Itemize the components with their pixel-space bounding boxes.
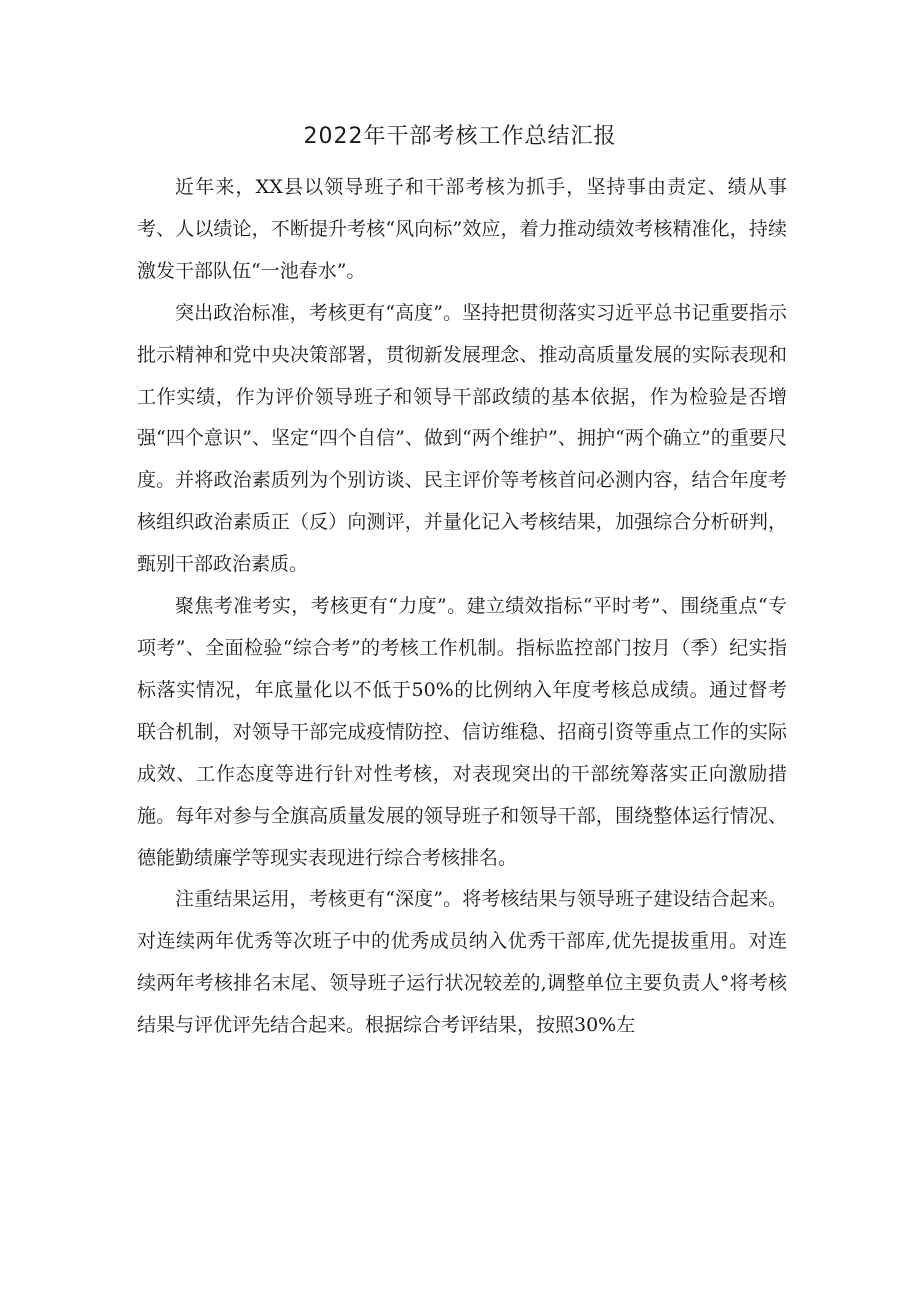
paragraph-assessment-strength: 聚焦考准考实，考核更有“力度”。建立绩效指标“平时考”、围绕重点“专项考”、全面检验“综合考”的考核工作机制。指标监控部门按月（季）纪实指标落实情况，年底量化以不低于50%的比例纳入年度考核总成绩。通过督考联合机制，对领导干部完成疫情防控、信访维稳、招商引资等重点工作的实际成效、工作态度等进行针对性考核，对表现突出的干部统筹落实正向激励措施。每年对参与全旗高质量发展的领导班子和领导干部，围绕整体运行情况、德能勤绩廉学等现实表现进行综合考核排名。	[137, 595, 787, 869]
paragraph-result-application: 注重结果运用，考核更有“深度”。将考核结果与领导班子建设结合起来。对连续两年优秀等次班子中的优秀成员纳入优秀干部库,优先提拔重用。对连续两年考核排名末尾、领导班子运行状况较差的,调整单位主要负责人°将考核结果与评优评先结合起来。根据综合考评结果，按照30%左	[137, 888, 787, 1037]
document-body	[137, 167, 787, 1047]
paragraph-political-standard: 突出政治标准，考核更有“高度”。坚持把贯彻落实习近平总书记重要指示批示精神和党中央决策部署，贯彻新发展理念、推动高质量发展的实际表现和工作实绩，作为评价领导班子和领导干部政绩的基本依据，作为检验是否增强“四个意识”、坚定“四个自信”、做到“两个维护”、拥护“两个确立”的重要尺度。并将政治素质列为个别访谈、民主评价等考核首问必测内容，结合年度考核组织政治素质正（反）向测评，并量化记入考核结果，加强综合分析研判，甄别干部政治素质。	[137, 301, 787, 576]
paragraph-intro: 近年来，XX县以领导班子和干部考核为抓手，坚持事由责定、绩从事考、人以绩论，不断提升考核“风向标”效应，着力推动绩效考核精准化，持续激发干部队伍“一池春水”。	[137, 176, 787, 282]
document-title: 2022年干部考核工作总结汇报	[303, 124, 617, 149]
